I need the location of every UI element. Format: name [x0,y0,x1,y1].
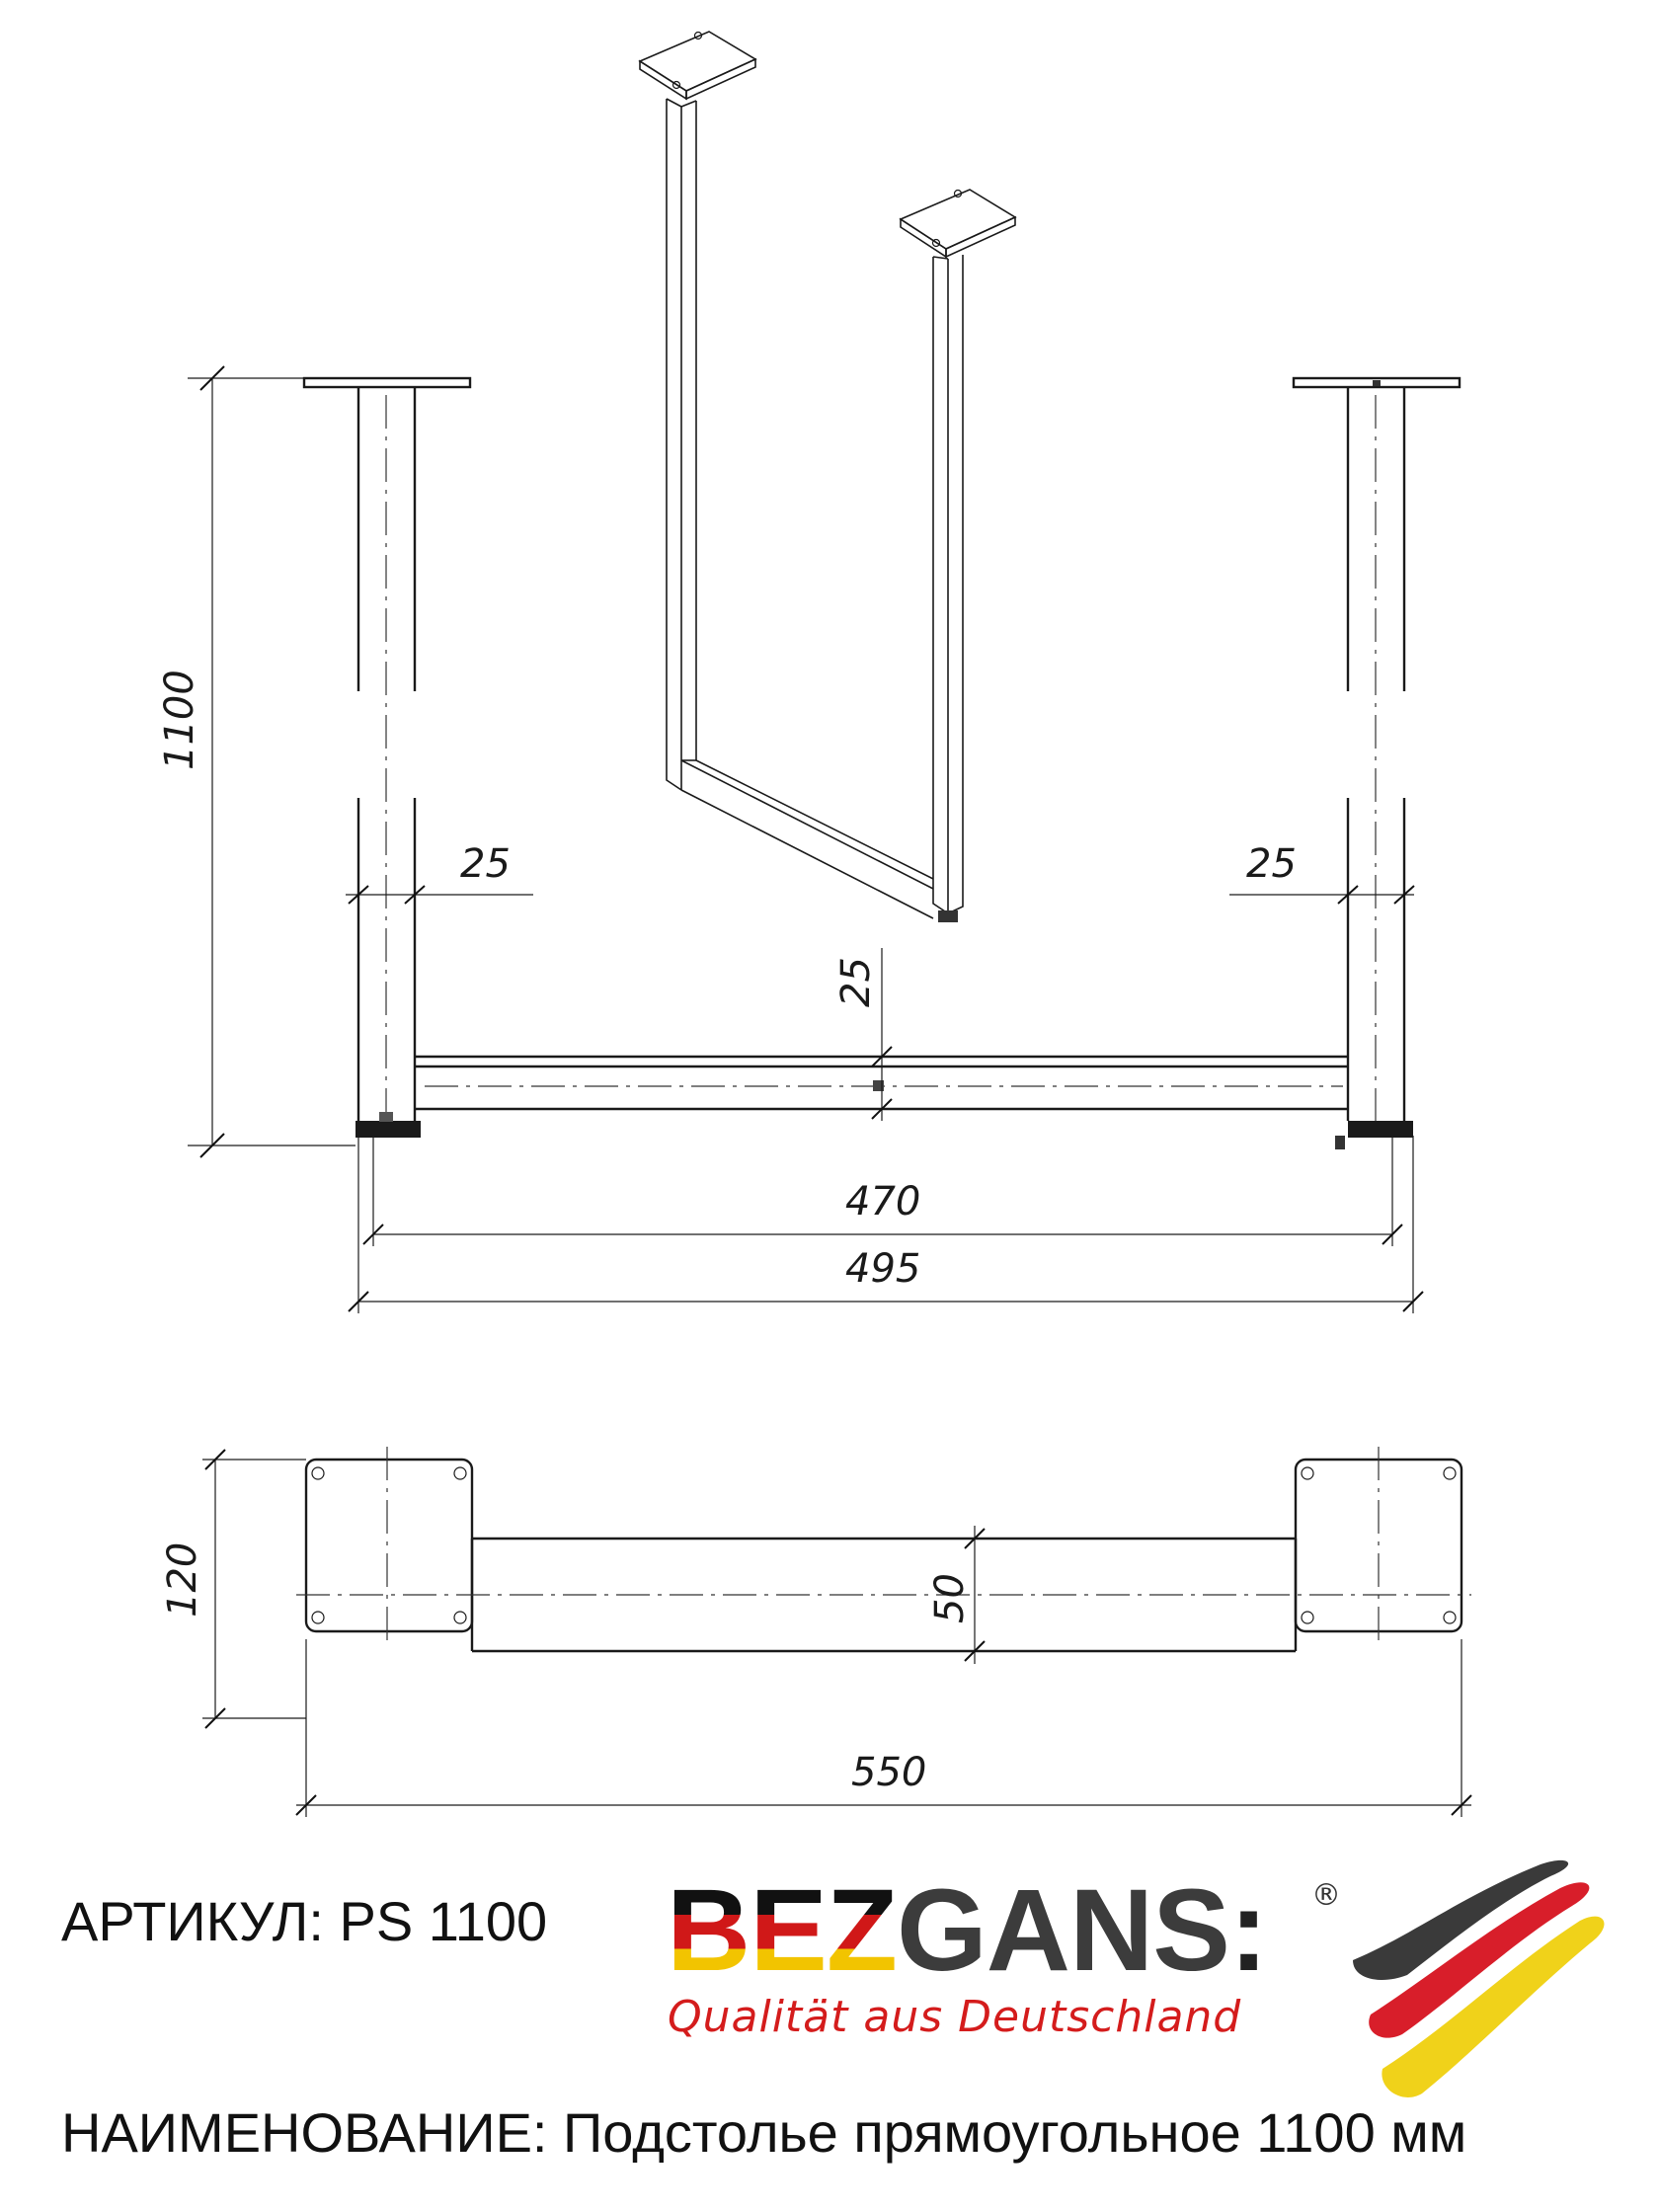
brand-logo-be: BEZ [667,1865,897,1996]
dimension-inner-width: 470 [845,1179,921,1224]
dimension-plate-depth: 120 [160,1541,205,1618]
dimension-total-length: 550 [851,1750,927,1795]
dimension-outer-width: 495 [845,1246,921,1292]
dimension-total-height: 1100 [157,670,202,770]
isometric-view [640,32,1015,922]
dimension-crossbar-height: 25 [833,957,879,1007]
brand-logo-gans: GANS [897,1865,1229,1996]
article-label: АРТИКУЛ: PS 1100 [61,1890,548,1952]
dimension-post-width-left: 25 [460,841,511,887]
top-view [160,1447,1471,1817]
dimension-post-width-right: 25 [1246,841,1297,887]
product-name-label: НАИМЕНОВАНИЕ: Подстолье прямоугольное 1100 мм [61,2101,1467,2164]
registered-mark: ® [1311,1878,1341,1913]
brand-tagline: Qualität aus Deutschland [668,1992,1242,2042]
brand-logo: BEZGANS: [667,1865,1268,1996]
dimension-crossbar-depth: 50 [927,1573,973,1623]
front-view [157,366,1460,1313]
flag-swoosh-icon [1353,1860,1604,2097]
